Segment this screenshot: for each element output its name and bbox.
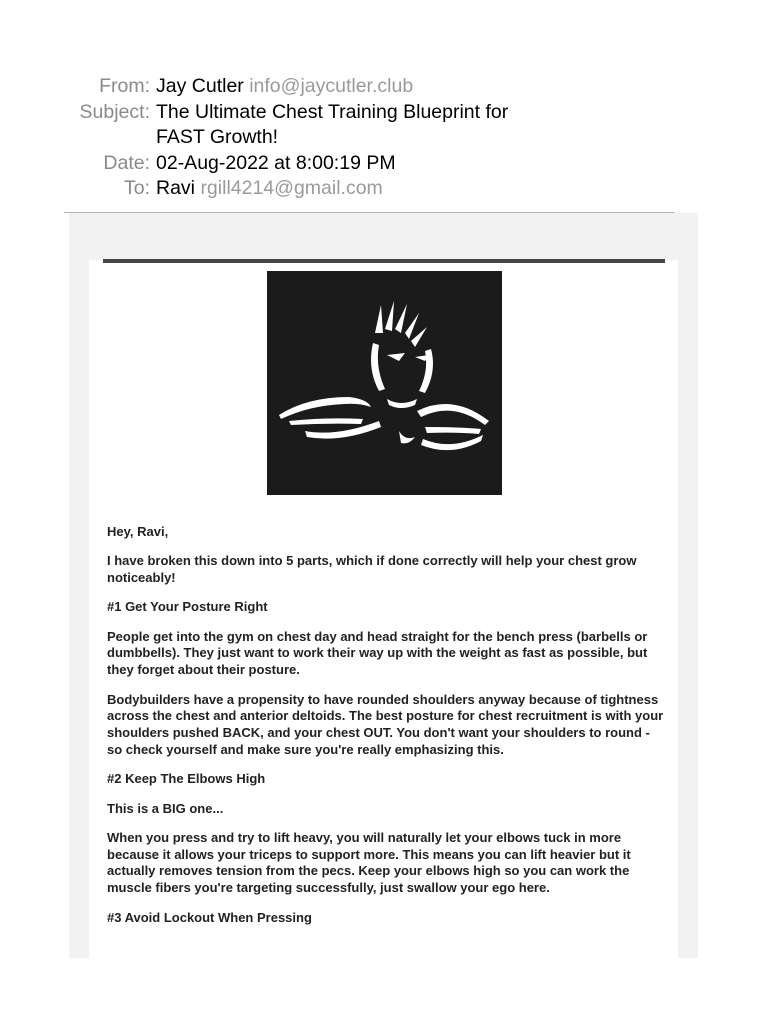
section-heading-3: #3 Avoid Lockout When Pressing	[107, 909, 312, 925]
subject-label: Subject:	[79, 100, 150, 123]
paragraph-1: People get into the gym on chest day and head straight for the bench press (barbells or dumbbells). They just want to work their way up with the weight as fast as possible, but they forget about their posture.	[107, 628, 648, 678]
subject-row	[0, 100, 768, 151]
email-content	[107, 524, 667, 939]
paragraph-4: When you press and try to lift heavy, you will naturally let your elbows tuck in more because it allows your triceps to support more. This means you can lift heavier but it actually removes tension from the pecs. Keep your elbows high so you can work the muscle fibers you're targeting successfully, just swallow your ego here.	[107, 829, 631, 896]
to-name: Ravi	[156, 177, 196, 199]
section-heading-1: #1 Get Your Posture Right	[107, 599, 268, 615]
date-row	[0, 151, 768, 177]
from-email[interactable]: info@jaycutler.club	[249, 75, 414, 97]
subject-text: The Ultimate Chest Training Blueprint for FAST Growth!	[156, 100, 509, 148]
email-header	[0, 74, 768, 202]
date-label: Date:	[103, 151, 150, 174]
from-name: Jay Cutler	[156, 75, 244, 97]
to-label: To:	[123, 177, 150, 199]
greeting: Hey, Ravi,	[107, 524, 169, 539]
to-row	[0, 176, 768, 202]
date-text: 02-Aug-2022 at 8:00:19 PM	[156, 151, 396, 174]
bodybuilder-silhouette-logo-icon	[267, 271, 502, 495]
section-heading-2: #2 Keep The Elbows High	[107, 771, 266, 787]
to-email[interactable]: rgill4214@gmail.com	[200, 177, 383, 199]
intro-paragraph: I have broken this down into 5 parts, which if done correctly will help your chest grow noticeably!	[107, 553, 637, 586]
paragraph-2: Bodybuilders have a propensity to have rounded shoulders anyway because of tightness across the chest and anterior deltoids. The best posture for chest recruitment is with your shoulders pushed BACK, and your chest OUT. You don't want your shoulders to round - so check yourself and make sure you're really emphasizing this.	[107, 691, 664, 757]
from-label: From:	[99, 75, 150, 97]
paragraph-3: This is a BIG one...	[107, 800, 224, 816]
from-row	[0, 74, 768, 100]
top-accent-bar	[103, 259, 665, 263]
